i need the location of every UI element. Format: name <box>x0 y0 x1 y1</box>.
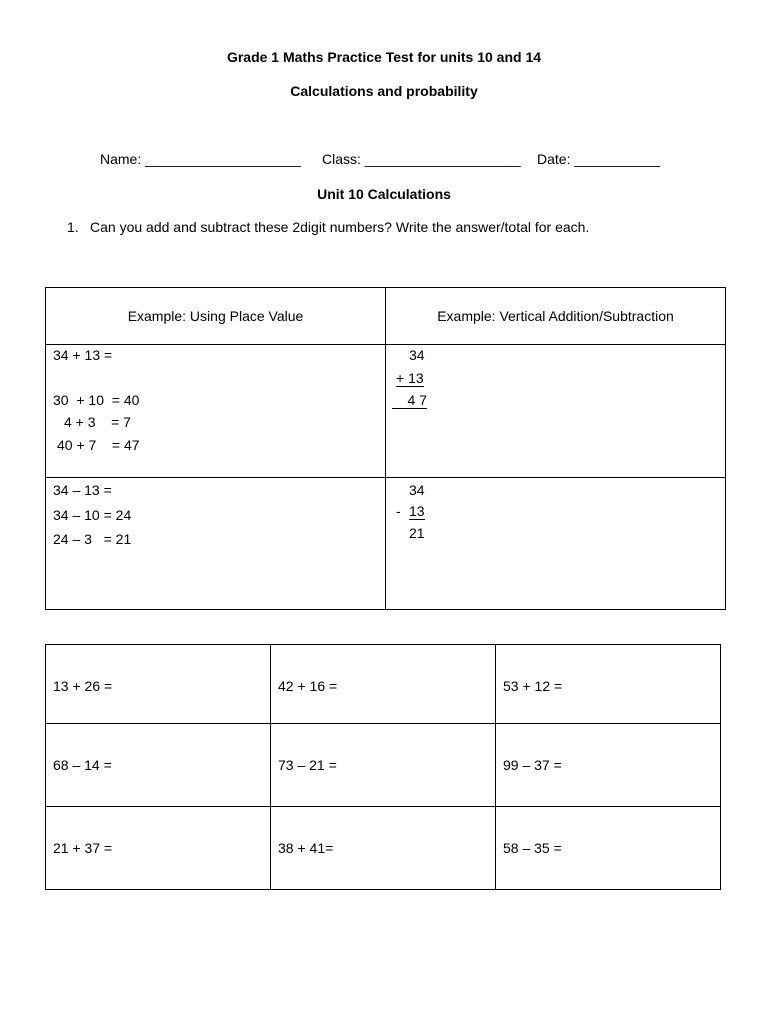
subtraction-example-line: 24 – 3 = 21 <box>53 531 132 547</box>
grid-divider-horizontal <box>46 806 720 807</box>
class-field-label: Class: ____________________ <box>322 151 521 167</box>
grid-divider-vertical <box>270 645 271 889</box>
problem-cell: 68 – 14 = <box>53 757 112 773</box>
grid-divider-vertical <box>495 645 496 889</box>
subtraction-vertical-line: 34 <box>409 482 425 498</box>
problem-cell: 13 + 26 = <box>53 678 113 694</box>
addition-example-line: 34 + 13 = <box>53 347 113 363</box>
subtraction-example-line: 34 – 13 = <box>53 482 112 498</box>
subtraction-example-line: 34 – 10 = 24 <box>53 507 132 523</box>
problem-cell: 53 + 12 = <box>503 678 563 694</box>
date-field-label: Date: ___________ <box>537 151 660 167</box>
name-field-label: Name: ____________________ <box>100 151 301 167</box>
problem-grid <box>45 644 721 890</box>
problem-cell: 21 + 37 = <box>53 840 113 856</box>
addition-example-line: 4 + 3 = 7 <box>64 414 131 430</box>
problem-cell: 58 – 35 = <box>503 840 562 856</box>
question-text: Can you add and subtract these 2digit numbers? Write the answer/total for each. <box>90 219 590 235</box>
column-header-place-value: Example: Using Place Value <box>127 308 304 324</box>
addition-example-line: 40 + 7 = 47 <box>57 437 140 453</box>
problem-cell: 42 + 16 = <box>278 678 338 694</box>
column-header-vertical: Example: Vertical Addition/Subtraction <box>437 308 674 324</box>
question-number: 1. <box>67 219 79 235</box>
subtraction-vertical-sign: - <box>396 503 401 519</box>
problem-cell: 73 – 21 = <box>278 757 337 773</box>
addition-vertical-line: 34 <box>409 347 425 363</box>
problem-cell: 38 + 41= <box>278 840 334 856</box>
page-title: Grade 1 Maths Practice Test for units 10 and 14 <box>226 49 542 65</box>
subtraction-vertical-line: 13 <box>409 503 425 519</box>
addition-vertical-line: + 13 <box>396 370 424 386</box>
subtraction-vertical-answer: 21 <box>409 525 425 541</box>
unit-heading: Unit 10 Calculations <box>317 186 451 202</box>
problem-cell: 99 – 37 = <box>503 757 562 773</box>
table-divider-header <box>46 344 725 345</box>
table-divider-vertical <box>385 288 386 609</box>
table-divider-row <box>46 477 725 478</box>
addition-example-line: 30 + 10 = 40 <box>53 392 140 408</box>
grid-divider-horizontal <box>46 723 720 724</box>
page-subtitle: Calculations and probability <box>290 83 478 99</box>
example-table <box>45 287 726 610</box>
addition-vertical-answer: 4 7 <box>392 392 427 409</box>
